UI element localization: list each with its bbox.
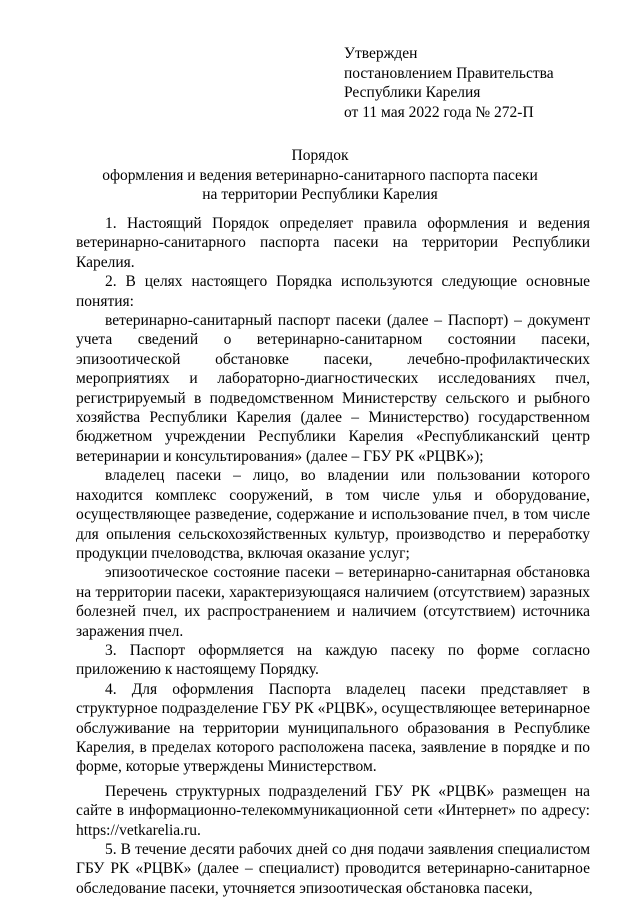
approval-line: от 11 мая 2022 года № 272-П: [344, 103, 534, 121]
title-line: на территории Республики Карелия: [202, 186, 438, 203]
approval-line: постановлением Правительства: [344, 64, 554, 82]
paragraph: владелец пасеки – лицо, во владении или пользовании которого находится комплекс сооружений, в том числе улья и оборудование, осуществляющее разведение, содержание и использование пчел, в том числе для опыления сельскохозяйственных культур, производство и переработку продукции пчеловодства, включая оказание услуг;: [76, 467, 590, 562]
paragraph: 3. Паспорт оформляется на каждую пасеку по форме согласно приложению к настоящему Порядку.: [76, 641, 590, 679]
approval-line: Республики Карелия: [344, 84, 481, 101]
approval-line: Утвержден: [344, 45, 418, 62]
document-title: [60, 146, 580, 205]
document-body: [76, 214, 590, 898]
paragraph: Перечень структурных подразделений ГБУ РК «РЦВК» размещен на сайте в информационно-телекоммуникационной сети «Интернет» по адресу: https://vetkarelia.ru.: [76, 782, 590, 839]
paragraph: 4. Для оформления Паспорта владелец пасеки представляет в структурное подразделение ГБУ РК «РЦВК», осуществляющее ветеринарное обслуживание на территории муниципального образования в Республике Карелия, в пределах которого расположена пасека, заявление в порядке и по форме, которые утверждены Министерством.: [76, 680, 590, 776]
approval-block: [344, 44, 554, 122]
paragraph: 2. В целях настоящего Порядка используются следующие основные понятия:: [76, 273, 590, 310]
paragraph: эпизоотическое состояние пасеки – ветеринарно-санитарная обстановка на территории пасеки, характеризующаяся наличием (отсутствием) заразных болезней пчел, их распространением и наличием (отсутствием) источника заражения пчел.: [76, 564, 590, 640]
paragraph: 1. Настоящий Порядок определяет правила оформления и ведения ветеринарно-санитарного паспорта пасеки на территории Республики Карелия.: [76, 215, 590, 271]
paragraph: ветеринарно-санитарный паспорт пасеки (далее – Паспорт) – документ учета сведений о ветеринарно-санитарном состоянии пасеки, эпизоотической обстановке пасеки, лечебно-профилактических мероприятиях и лабораторно-диагностических исследованиях пчел, регистрируемый в подведомственном Министерству сельского и рыбного хозяйства Республики Карелия (далее – Министерство) государственном бюджетном учреждении Республики Карелия «Республиканский центр ветеринарии и консультирования» (далее – ГБУ РК «РЦВК»);: [76, 312, 590, 465]
paragraph: 5. В течение десяти рабочих дней со дня подачи заявления специалистом ГБУ РК «РЦВК» (далее – специалист) проводится ветеринарно-санитарное обследование пасеки, уточняется эпизоотическая обстановка пасеки,: [76, 841, 590, 897]
title-line: оформления и ведения ветеринарно-санитарного паспорта пасеки: [102, 166, 538, 184]
title-line: Порядок: [291, 147, 349, 164]
